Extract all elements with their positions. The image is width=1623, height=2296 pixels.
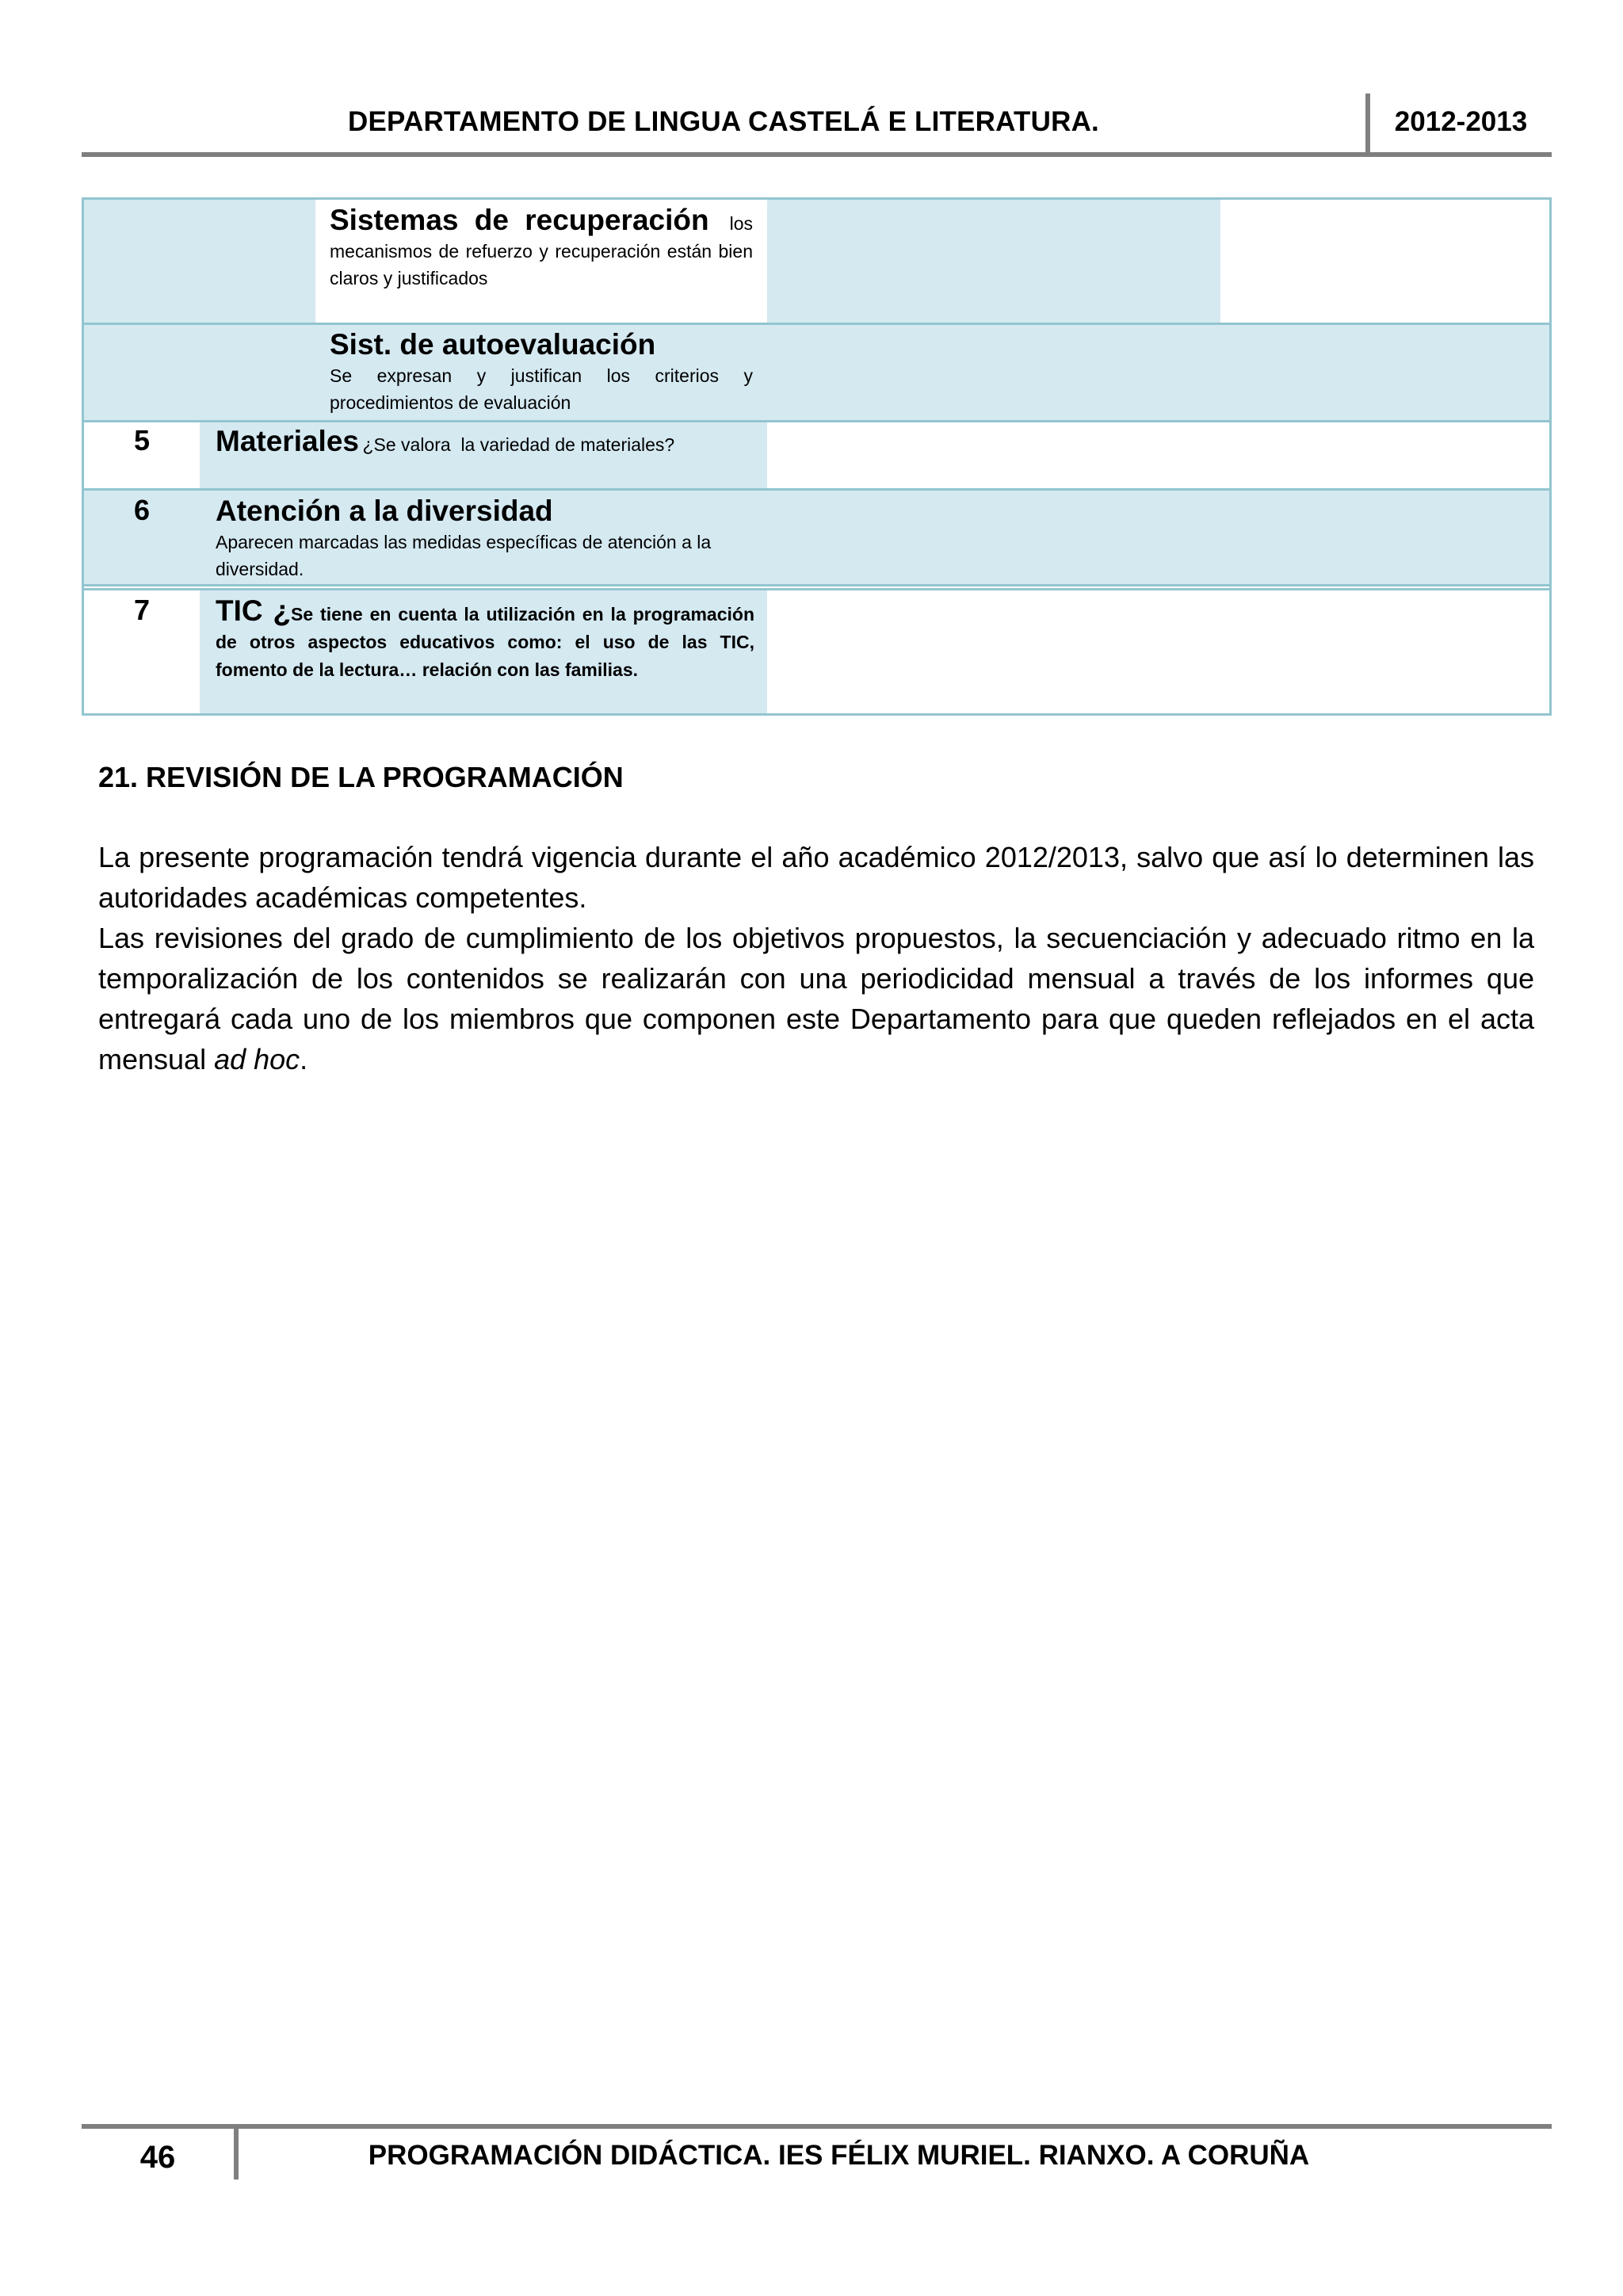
criterion-description: mecanismos de refuerzo y recuperación están bien claros y justificados xyxy=(330,241,753,288)
row-number: 5 xyxy=(133,424,151,457)
table-row-autoevaluacion xyxy=(330,327,753,416)
header-rule xyxy=(82,152,1552,157)
academic-year: 2012-2013 xyxy=(1394,106,1528,137)
table-row-diversidad xyxy=(216,494,754,583)
criterion-title: Materiales xyxy=(216,425,359,457)
criterion-title: Atención a la diversidad xyxy=(216,495,553,527)
row-number: 6 xyxy=(133,494,151,526)
department-title: DEPARTAMENTO DE LINGUA CASTELÁ E LITERATURA. xyxy=(348,106,1099,137)
footer-rule xyxy=(82,2124,1552,2129)
table-value-cell xyxy=(767,200,1220,323)
criterion-inline-description: ¿Se valora la variedad de materiales? xyxy=(362,434,675,455)
table-rule xyxy=(84,323,1549,325)
page-footer xyxy=(82,2124,1552,2187)
paragraph-vigencia: La presente programación tendrá vigencia durante el año académico 2012/2013, salvo que así lo determinen las autoridades académicas competentes. xyxy=(98,841,1534,914)
paragraph-revisiones xyxy=(98,918,1534,1079)
paragraph-italic-term: ad hoc xyxy=(214,1043,300,1075)
table-row-recuperacion xyxy=(330,203,753,292)
page-number: 46 xyxy=(139,2140,176,2175)
row-number: 7 xyxy=(133,594,151,626)
criterion-inline-description: los xyxy=(729,213,753,234)
criterion-description: Aparecen marcadas las medidas específicas de atención a la diversidad. xyxy=(216,532,712,579)
page-header xyxy=(82,94,1552,157)
paragraph-text: Las revisiones del grado de cumplimiento de los objetivos propuestos, la secuenciación y adecuado ritmo en la temporalización de los contenidos se realizarán con una periodicidad mensual a través de los informes que entregará cada uno de los miembros que componen este Departamento para que queden reflejados en el acta mensual xyxy=(98,922,1534,1075)
paragraph-end: . xyxy=(300,1043,308,1075)
criterion-description: Se expresan y justifican los criterios y procedimientos de evaluación xyxy=(330,365,753,413)
criterion-title: TIC ¿ xyxy=(216,594,291,627)
section-title: 21. REVISIÓN DE LA PROGRAMACIÓN xyxy=(98,761,624,793)
table-row-materiales xyxy=(216,424,754,459)
criterion-title: Sistemas de recuperación xyxy=(330,204,709,236)
table-left-merged-cell xyxy=(84,200,315,420)
criterion-title: Sist. de autoevaluación xyxy=(330,328,656,361)
table-rule xyxy=(84,588,1549,590)
table-rule xyxy=(84,584,1549,586)
evaluation-table xyxy=(82,197,1552,716)
table-rule xyxy=(84,488,1549,491)
table-row-tic xyxy=(216,594,754,684)
criterion-inline-description: Se tiene en cuenta la utilización en la programación de otros aspectos educativos como: el uso de las TIC, fomento de la lectura… relación con las familias. xyxy=(216,604,754,680)
footer-title: PROGRAMACIÓN DIDÁCTICA. IES FÉLIX MURIEL. RIANXO. A CORUÑA xyxy=(368,2140,1310,2171)
table-rule xyxy=(84,420,1549,422)
